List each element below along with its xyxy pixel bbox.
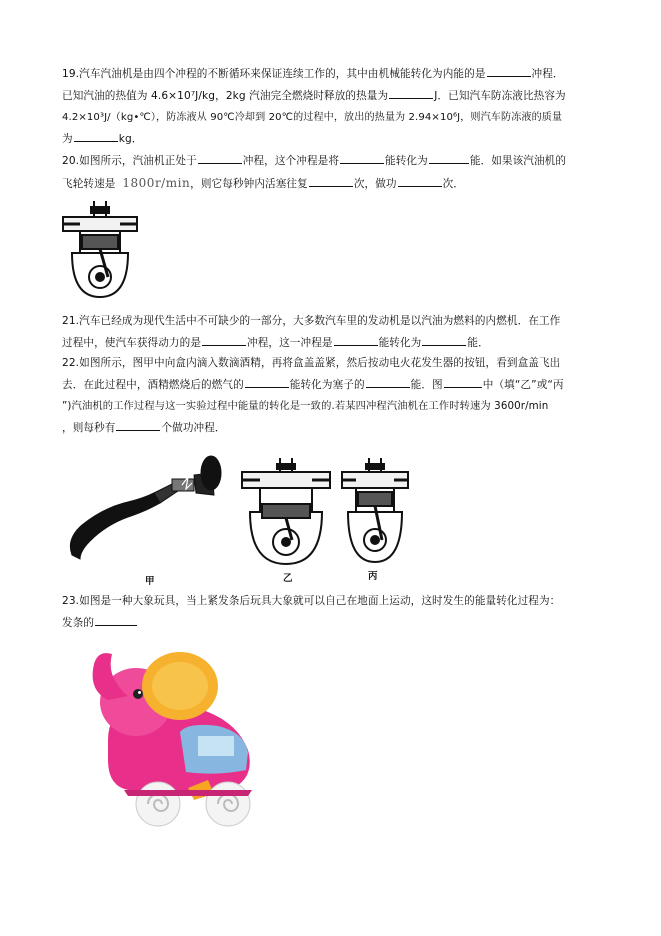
q19-line3: 4.2×10³J/（kg•℃），防冻液从 90℃冷却到 20℃的过程中，放出的热量为 2.94×10⁶J，则汽车防冻液的质量 bbox=[62, 112, 563, 123]
answer-blank[interactable] bbox=[487, 65, 531, 77]
q19-line2: 已知汽油的热值为 4.6×10⁷J/kg，2kg 汽油完全燃烧时释放的热量为 J．已知汽车防冻液比热容为 bbox=[62, 86, 602, 108]
q23-line1: 23.如图是一种大象玩具，当上紧发条后玩具大象就可以自己在地面上运动，这时发生的能量转化过程为： bbox=[62, 595, 561, 607]
q19-line4: 为 kg． bbox=[62, 129, 602, 151]
q21-line2: 过程中，使汽车获得动力的是 冲程，这一冲程是 能转化为 能． bbox=[62, 333, 602, 355]
q22-line2: 去．在此过程中，酒精燃烧后的燃气的 能转化为塞子的 能．图 中（填“乙”或“丙 bbox=[62, 375, 602, 397]
question-22 bbox=[62, 353, 602, 439]
spark-generator-figure-jia bbox=[62, 455, 222, 575]
answer-blank[interactable] bbox=[340, 152, 384, 164]
caption-jia: 甲 bbox=[145, 576, 155, 587]
q23-line2: 发条的 bbox=[62, 613, 602, 635]
elephant-toy-photo bbox=[68, 640, 273, 832]
question-21 bbox=[62, 311, 602, 354]
answer-blank[interactable] bbox=[198, 152, 242, 164]
answer-blank[interactable] bbox=[422, 334, 466, 346]
answer-blank[interactable] bbox=[398, 175, 442, 187]
q22-line1: 22.如图所示，图甲中向盒内滴入数滴酒精，再将盒盖盖紧，然后按动电火花发生器的按钮，看到盒盖飞出 bbox=[62, 357, 561, 369]
q22-line3: ”)汽油机的工作过程与这一实验过程中能量的转化是一致的.若某四冲程汽油机在工作时转速为 3600r/min bbox=[62, 400, 549, 412]
q20-line1: 20.如图所示，汽油机正处于 冲程，这个冲程是将 能转化为 能．如果该汽油机的 bbox=[62, 151, 602, 173]
answer-blank[interactable] bbox=[444, 376, 482, 388]
engine-figure-bing bbox=[338, 456, 412, 566]
rpm-value: 1800r/min bbox=[122, 175, 191, 190]
engine-cylinder-figure bbox=[60, 197, 140, 301]
q21-line1: 21.汽车已经成为现代生活中不可缺少的一部分，大多数汽车里的发动机是以汽油为燃料的内燃机．在工作 bbox=[62, 315, 561, 327]
question-19 bbox=[62, 64, 602, 150]
answer-blank[interactable] bbox=[429, 152, 469, 164]
answer-blank[interactable] bbox=[334, 334, 378, 346]
engine-figure-yi bbox=[236, 456, 336, 568]
q19-line1: 19.汽车汽油机是由四个冲程的不断循环来保证连续工作的，其中由机械能转化为内能的是 冲程． bbox=[62, 64, 602, 86]
caption-yi: 乙 bbox=[283, 573, 293, 584]
answer-blank[interactable] bbox=[202, 334, 246, 346]
answer-blank[interactable] bbox=[74, 130, 118, 142]
answer-blank[interactable] bbox=[95, 614, 137, 626]
caption-bing: 丙 bbox=[368, 571, 378, 582]
answer-blank[interactable] bbox=[309, 175, 353, 187]
question-23 bbox=[62, 591, 602, 634]
answer-blank[interactable] bbox=[366, 376, 410, 388]
answer-blank[interactable] bbox=[116, 419, 160, 431]
q22-line4: ，则每秒有 个做功冲程． bbox=[62, 418, 602, 440]
answer-blank[interactable] bbox=[389, 87, 433, 99]
answer-blank[interactable] bbox=[245, 376, 289, 388]
question-20 bbox=[62, 151, 602, 195]
q20-line2: 飞轮转速是 1800r/min，则它每秒钟内活塞往复 次，做功 次． bbox=[62, 175, 464, 190]
